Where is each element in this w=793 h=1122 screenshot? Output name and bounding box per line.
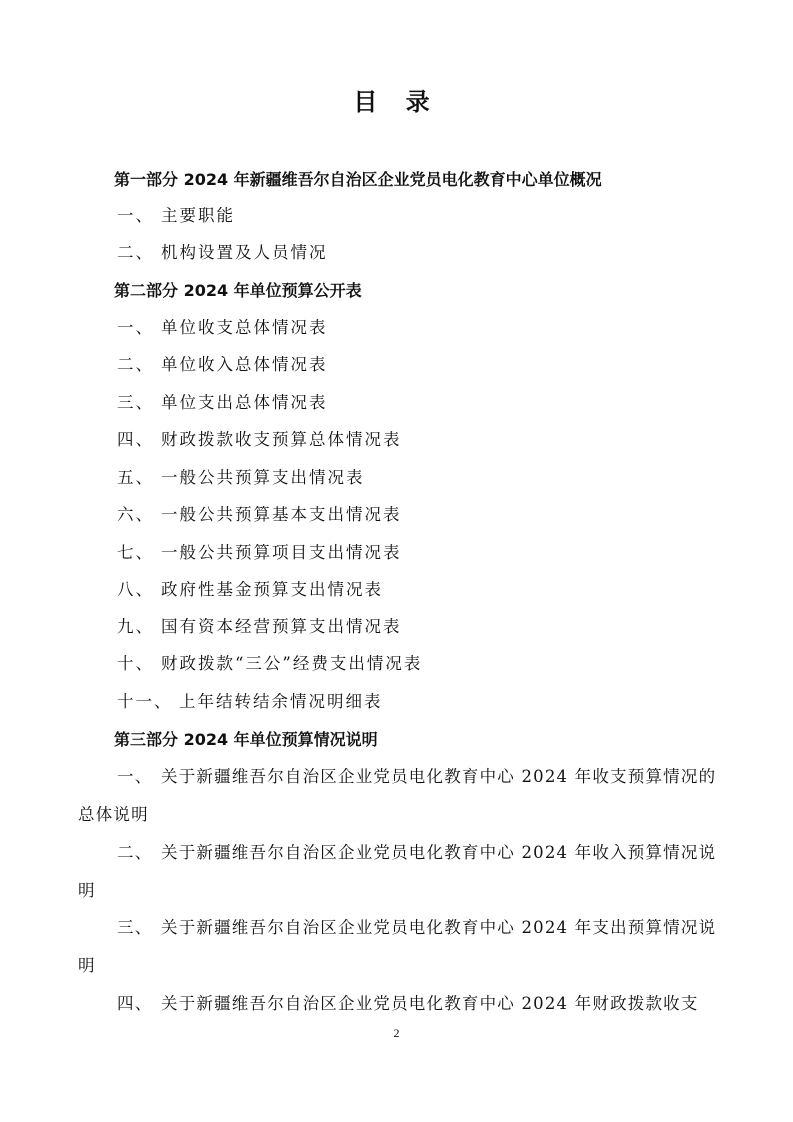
toc-item-number: 一、: [117, 318, 154, 337]
toc-item-number: 九、: [117, 617, 154, 636]
toc-item-label: 主要职能: [161, 206, 235, 225]
toc-item: [117, 241, 328, 265]
toc-item-number: 七、: [117, 543, 154, 562]
toc-item-label: 财政拨款“三公”经费支出情况表: [161, 654, 423, 673]
toc-item-number: 五、: [117, 468, 154, 487]
toc-item: [117, 391, 328, 415]
toc-paragraph-item: [78, 985, 718, 1023]
toc-item-label: 一般公共预算项目支出情况表: [161, 543, 402, 562]
toc-item-label: 一般公共预算基本支出情况表: [161, 505, 402, 524]
toc-item-label: 关于新疆维吾尔自治区企业党员电化教育中心 2024 年收入预算情况说明: [78, 843, 717, 900]
toc-item-label: 财政拨款收支预算总体情况表: [161, 430, 402, 449]
toc-item: [117, 466, 365, 490]
toc-item-number: 六、: [117, 505, 154, 524]
toc-paragraph-item: [78, 909, 718, 985]
toc-item: [117, 204, 235, 228]
toc-item-label: 机构设置及人员情况: [161, 243, 328, 262]
toc-item: [117, 316, 328, 340]
toc-item-number: 八、: [117, 580, 154, 599]
toc-item: [117, 428, 402, 452]
part2-heading: 第二部分 2024 年单位预算公开表: [114, 281, 362, 300]
toc-item: [117, 690, 383, 714]
toc-item-number: 四、: [117, 430, 154, 449]
toc-paragraph-item: [78, 758, 718, 834]
toc-item-number: 三、: [117, 393, 154, 412]
toc-item-number: 十一、: [117, 692, 173, 711]
toc-item-number: 一、: [117, 206, 154, 225]
toc-item-number: 十、: [117, 654, 154, 673]
toc-item-number: 一、: [117, 767, 153, 786]
toc-item-label: 单位收支总体情况表: [161, 318, 328, 337]
toc-item-label: 关于新疆维吾尔自治区企业党员电化教育中心 2024 年收支预算情况的总体说明: [78, 767, 717, 824]
toc-item-label: 上年结转结余情况明细表: [179, 692, 383, 711]
toc-item: [117, 353, 328, 377]
toc-item: [117, 541, 402, 565]
toc-item-label: 国有资本经营预算支出情况表: [161, 617, 402, 636]
toc-paragraph-item: [78, 834, 718, 910]
toc-title: 目 录: [353, 88, 440, 116]
toc-item-number: 二、: [117, 843, 153, 862]
part3-heading: 第三部分 2024 年单位预算情况说明: [114, 730, 378, 749]
part1-heading: 第一部分 2024 年新疆维吾尔自治区企业党员电化教育中心单位概况: [114, 170, 602, 189]
toc-item-label: 一般公共预算支出情况表: [161, 468, 365, 487]
toc-item-label: 关于新疆维吾尔自治区企业党员电化教育中心 2024 年支出预算情况说明: [78, 918, 717, 975]
toc-item-number: 二、: [117, 355, 154, 374]
toc-item: [117, 615, 402, 639]
toc-item-label: 单位支出总体情况表: [161, 393, 328, 412]
toc-item-number: 二、: [117, 243, 154, 262]
toc-item-label: 政府性基金预算支出情况表: [161, 580, 383, 599]
toc-item: [117, 652, 422, 676]
toc-item-number: 四、: [117, 994, 153, 1013]
toc-item: [117, 503, 402, 527]
toc-item-number: 三、: [117, 918, 153, 937]
toc-item-label: 关于新疆维吾尔自治区企业党员电化教育中心 2024 年财政拨款收支: [161, 994, 699, 1013]
page-number: 2: [393, 1026, 400, 1040]
toc-item: [117, 578, 383, 602]
toc-item-label: 单位收入总体情况表: [161, 355, 328, 374]
